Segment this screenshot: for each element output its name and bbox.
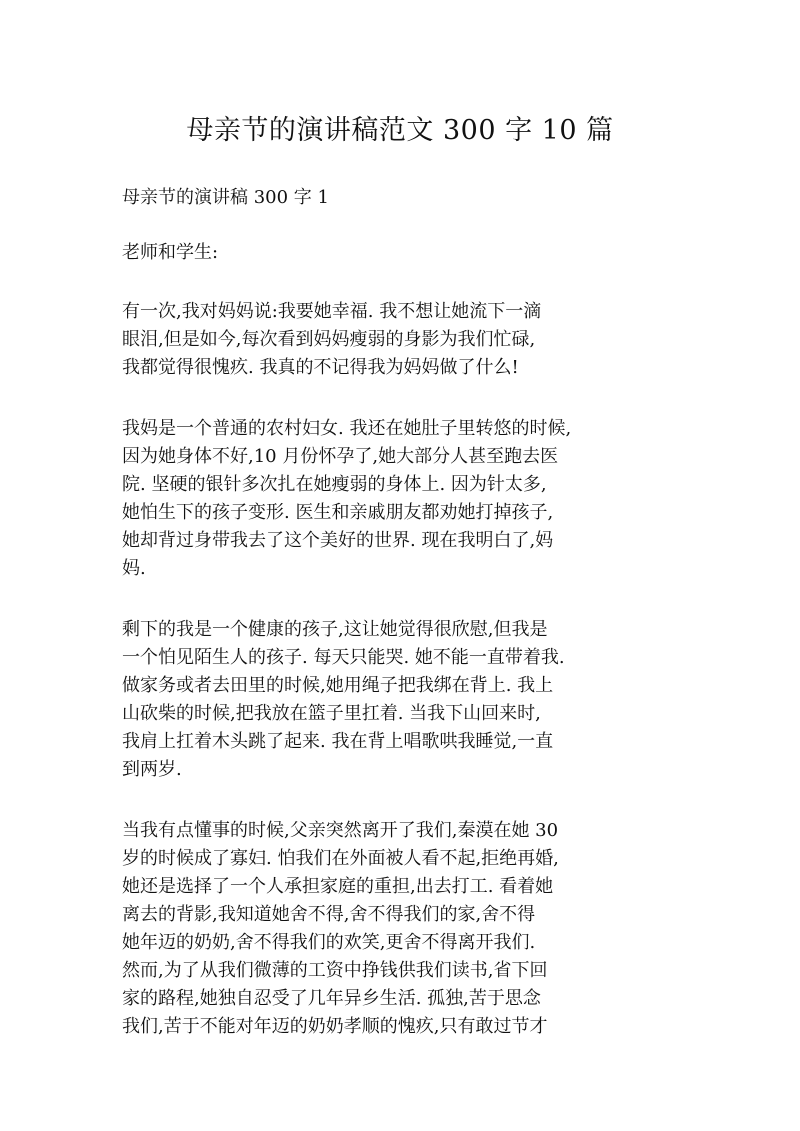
text-line: 离去的背影,我知道她舍不得,舍不得我们的家,舍不得	[122, 904, 536, 925]
text-line: 岁的时候成了寡妇. 怕我们在外面被人看不起,拒绝再婚,	[122, 848, 559, 869]
greeting: 老师和学生:	[122, 242, 219, 263]
section-heading: 母亲节的演讲稿 300 字 1	[122, 187, 329, 208]
text-line: 她还是选择了一个人承担家庭的重担,出去打工. 看着她	[122, 876, 554, 897]
paragraph-1	[122, 298, 682, 382]
text-line: 做家务或者去田里的时候,她用绳子把我绑在背上. 我上	[122, 675, 554, 696]
paragraph-2	[122, 415, 682, 583]
text-line: 然而,为了从我们微薄的工资中挣钱供我们读书,省下回	[122, 960, 548, 981]
paragraph-3	[122, 616, 682, 784]
text-line: 妈.	[122, 558, 146, 579]
text-line: 眼泪,但是如今,每次看到妈妈瘦弱的身影为我们忙碌,	[122, 329, 536, 350]
text-line: 她怕生下的孩子变形. 医生和亲戚朋友都劝她打掉孩子,	[122, 502, 554, 523]
text-line: 我都觉得很愧疚. 我真的不记得我为妈妈做了什么!	[122, 357, 519, 378]
text-line: 她年迈的奶奶,舍不得我们的欢笑,更舍不得离开我们.	[122, 932, 536, 953]
document-title: 母亲节的演讲稿范文 300 字 10 篇	[186, 115, 614, 146]
text-line: 我肩上扛着木头跳了起来. 我在背上唱歌哄我睡觉,一直	[122, 731, 554, 752]
text-line: 剩下的我是一个健康的孩子,这让她觉得很欣慰,但我是	[122, 619, 548, 640]
text-line: 有一次,我对妈妈说:我要她幸福. 我不想让她流下一滴	[122, 301, 542, 322]
text-line: 当我有点懂事的时候,父亲突然离开了我们,秦漠在她 30	[122, 820, 559, 841]
text-line: 到两岁.	[122, 759, 182, 780]
text-line: 家的路程,她独自忍受了几年异乡生活. 孤独,苦于思念	[122, 988, 541, 1009]
text-line: 山砍柴的时候,把我放在篮子里扛着. 当我下山回来时,	[122, 703, 541, 724]
document-body	[122, 184, 682, 1074]
text-line: 一个怕见陌生人的孩子. 每天只能哭. 她不能一直带着我.	[122, 647, 565, 668]
text-line: 院. 坚硬的银针多次扎在她瘦弱的身体上. 因为针太多,	[122, 474, 547, 495]
text-line: 我们,苦于不能对年迈的奶奶孝顺的愧疚,只有敢过节才	[122, 1016, 548, 1037]
paragraph-4	[122, 817, 682, 1041]
text-line: 我妈是一个普通的农村妇女. 我还在她肚子里转悠的时候,	[122, 418, 572, 439]
text-line: 因为她身体不好,10 月份怀孕了,她大部分人甚至跑去医	[122, 446, 559, 467]
text-line: 她却背过身带我去了这个美好的世界. 现在我明白了,妈	[122, 530, 554, 551]
